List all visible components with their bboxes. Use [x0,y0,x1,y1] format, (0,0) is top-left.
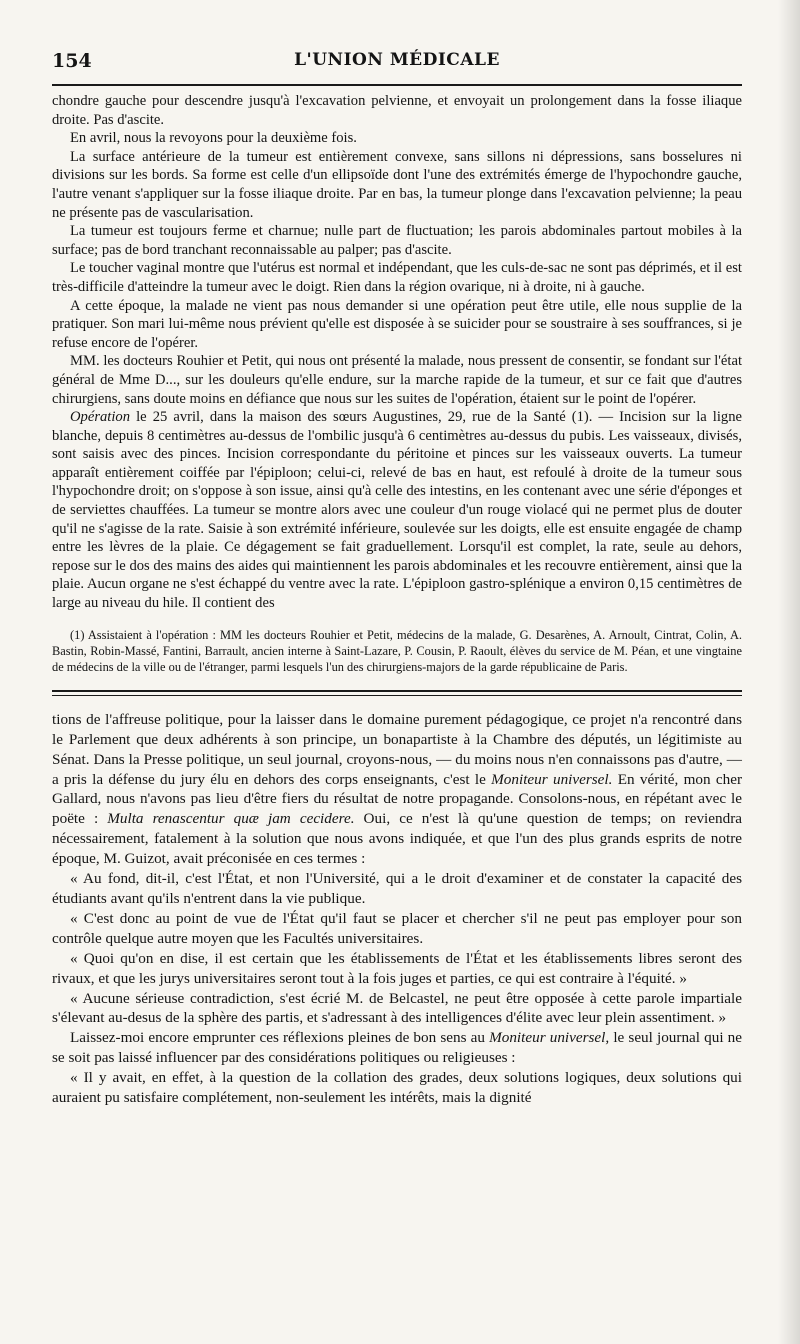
footnote: (1) Assistaient à l'opération : MM les docteurs Rouhier et Petit, médecins de la malade, G. Desarènes, A. Arnoult, Cintrat, Colin, A. Bastin, Robin-Massé, Fantini, Barrault, ancien interne à Saint-Lazare, P. Cousin, P. Raoult, élèves du service de M. Péan, et une vingtaine de médecins de la ville ou de l'étranger, parmi lesquels l'un des chirurgiens-majors de la garde républicaine de Paris. [52,627,742,675]
text-run: le 25 avril, dans la maison des sœurs Augustines, 29, rue de la Santé (1). — Incision sur la ligne blanche, depuis 8 centimètres au-dessus de l'ombilic jusqu'à 6 centimètres au-dessus du pubis. Les vaisseaux, divisés, sont saisis avec des pinces. Incision correspondante du péritoine et pinces sur les vaisseaux ouverts. La tumeur apparaît entièrement coiffée par l'épiploon; celui-ci, relevé de bas en haut, est refoulé à droite de la tumeur sous l'hypochondre droit; on s'oppose à son issue, ainsi qu'à celle des intestins, en les contenant avec une série d'éponges et de serviettes chauffées. La tumeur se montre alors avec une couleur d'un rouge violacé qui ne permet plus de douter qu'il ne s'agisse de la rate. Saisie à son extrémité inférieure, soulevée sur les doigts, elle est ensuite engagée de champ entre les lèvres de la plaie. Ce dégagement se fait graduellement. Lorsqu'il est complet, la rate, seule au dehors, repose sur le dos des mains des aides qui maintiennent les parois abdominales et les recouvre entièrement, ainsi que la plaie. Aucun organe ne s'est échappé du ventre avec la rate. L'épiploon gastro-splénique a environ 0,15 centimètres de large au niveau du hile. Il contient des [52,409,742,612]
paragraph [52,222,742,259]
paragraph [52,909,742,949]
paragraph [52,352,742,408]
text-run: « Quoi qu'on en dise, il est certain que les établissements de l'État et les établissements libres seront des rivaux, et que les jurys universitaires seront tout à la fois juges et parties, ce qui est contraire à l'équité. » [52,949,742,987]
text-run: « Au fond, dit-il, c'est l'État, et non l'Université, qui a le droit d'examiner et de constater la capacité des étudiants avant qu'ils n'entrent dans la vie publique. [52,870,742,907]
article-body [52,92,742,613]
text-run: La tumeur est toujours ferme et charnue; nulle part de fluctuation; les parois abdominales partout mobiles à la surface; pas de bord tranchant reconnaissable au palper; pas d'ascite. [52,223,742,258]
feuilleton-separator [52,690,742,696]
footnotes [52,627,742,676]
italic-text: Moniteur universel. [491,770,613,788]
page-header [52,44,742,78]
text-run: Le toucher vaginal montre que l'utérus est normal et indépendant, que les culs-de-sac ne sont pas déprimés, et il est très-difficile d'atteindre la tumeur avec le doigt. Rien dans la région ovarique, ni à droite, ni à gauche. [52,260,742,295]
paragraph [52,129,742,148]
text-run: Laissez-moi encore emprunter ces réflexions pleines de bon sens au [70,1029,490,1047]
page-number: 154 [52,50,92,72]
paragraph [52,1028,742,1068]
paragraph [52,1068,742,1108]
paragraph [52,869,742,909]
feuilleton-body [52,710,742,1108]
text-run: A cette époque, la malade ne vient pas nous demander si une opération peut être utile, elle nous supplie de la pratiquer. Son mari lui-même nous prévient qu'elle est disposée à se suicider pour se soustraire à ses souffrances, si je refuse encore de l'opérer. [52,297,742,351]
text-run: « C'est donc au point de vue de l'État qu'il faut se placer et chercher s'il ne peut pas employer pour son contrôle quelque autre moyen que les Facultés universitaires. [52,909,742,947]
text-run: MM. les docteurs Rouhier et Petit, qui nous ont présenté la malade, nous pressent de consentir, se fondant sur l'état général de Mme D..., sur les douleurs qu'elle endure, sur la marche rapide de la tumeur, et sur ce fait que d'autres chirurgiens, sans doute moins en défiance que nous sur les suites de l'opération, étaient sur le point de l'opérer. [52,353,742,407]
text-run: Oui, ce n'est là qu'une question de temps; on reviendra nécessairement, fatalement à la solution que nous avons indiquée, et que l'un des plus grands esprits de notre époque, M. Guizot, avait préconisée en ces termes : [52,810,742,868]
italic-text: Opération [70,409,130,426]
paragraph [52,989,742,1029]
text-run: « Il y avait, en effet, à la question de la collation des grades, deux solutions logiques, deux solutions qui auraient pu satisfaire complétement, non-seulement les intérêts, mais la dignité [52,1069,742,1107]
text-run: « Aucune sérieuse contradiction, s'est écrié M. de Belcastel, ne peut être opposée à cette parole impartiale s'élevant au-desus de la sphère des partis, et s'adressant à des intelligences d'élite avec leur plein assentiment. » [52,989,742,1027]
paragraph [52,148,742,222]
paragraph [52,710,742,869]
italic-text: Moniteur universel, [489,1029,610,1047]
header-rule [52,84,742,86]
page [52,44,742,1108]
text-run: tions de l'affreuse politique, pour la laisser dans le domaine purement pédagogique, ce projet n'a rencontré dans le Parlement que deux adhérents à son principe, un bonapartiste à la Chambre des députés, un légitimiste au Sénat. Dans la Presse politique, un seul journal, croyons-nous, — du moins nous n'en connaissons pas d'autre, — a pris la défense du jury élu en dehors des corps enseignants, c'est le [52,710,742,788]
text-run: En avril, nous la revoyons pour la deuxième fois. [70,130,357,147]
text-run: chondre gauche pour descendre jusqu'à l'excavation pelvienne, et envoyait un prolongement dans la fosse iliaque droite. Pas d'ascite. [52,93,742,128]
text-run: le seul journal qui ne se soit pas laissé influencer par des considérations politiques ou religieuses : [52,1029,742,1067]
paragraph [52,92,742,129]
page-edge-shadow [778,0,800,1344]
text-run: En vérité, mon cher Gallard, nous n'avons pas lieu d'être fiers du résultat de notre propagande. Consolons-nous, en répétant avec le poëte : [52,770,743,828]
italic-text: Multa renascentur quæ jam cecidere. [107,810,355,828]
paragraph [52,259,742,296]
journal-title: L'UNION MÉDICALE [294,50,500,70]
paragraph [52,408,742,613]
paragraph [52,297,742,353]
text-run: La surface antérieure de la tumeur est entièrement convexe, sans sillons ni dépressions, sans bosselures ni divisions sur les bords. Sa forme est celle d'un ellipsoïde dont l'une des extrémités émerge de l'hypochondre gauche, l'autre venant s'appliquer sur la fosse iliaque droite. Par en bas, la tumeur plonge dans l'excavation pelvienne; la peau ne présente pas de vascularisation. [52,148,742,221]
paragraph [52,949,742,989]
